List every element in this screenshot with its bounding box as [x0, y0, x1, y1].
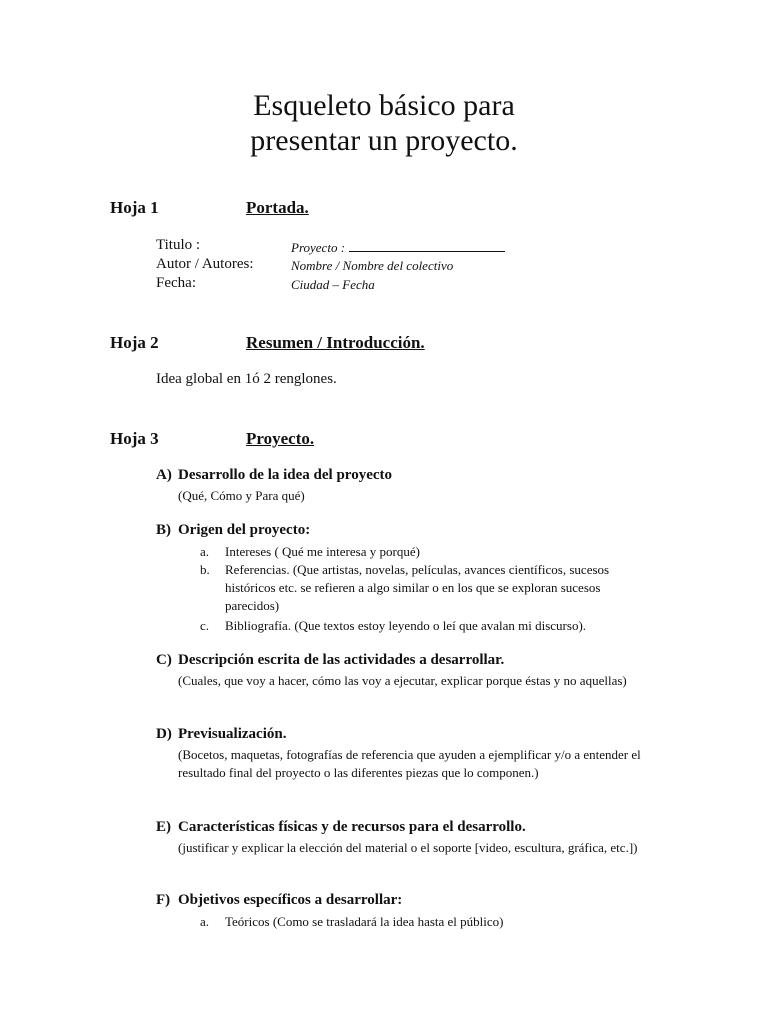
item-letter: E): [156, 819, 171, 835]
item-heading: Previsualización.: [178, 726, 287, 742]
project-item-c: [156, 652, 504, 669]
subitem-letter: a.: [200, 914, 210, 929]
project-item-e: [156, 819, 526, 836]
field-label: Autor / Autores:: [156, 256, 254, 272]
item-note: (justificar y explicar la elección del material o el soporte [video, escultura, gráfica, etc.]): [178, 840, 638, 855]
sheet-1-heading: [110, 198, 309, 218]
sheet-3-heading: [110, 429, 314, 449]
item-heading: Desarrollo de la idea del proyecto: [178, 467, 392, 483]
cover-field-title: [0, 237, 768, 257]
item-letter: D): [156, 726, 172, 742]
sheet-number: Hoja 2: [110, 333, 159, 352]
item-letter: A): [156, 467, 172, 483]
subitem-text: Referencias. (Que artistas, novelas, películas, avances científicos, sucesos históricos etc. se refieren a algo similar o en los que se exploran sucesos parecidos): [225, 562, 610, 613]
item-heading: Objetivos específicos a desarrollar:: [178, 892, 403, 908]
item-letter: F): [156, 892, 171, 908]
sheet-number: Hoja 3: [110, 429, 159, 448]
sheet-name: Resumen / Introducción.: [246, 333, 425, 352]
subitem-text: Intereses ( Qué me interesa y porqué): [225, 544, 420, 559]
field-value: Nombre / Nombre del colectivo: [291, 258, 454, 273]
summary-text: Idea global en 1ó 2 renglones.: [156, 371, 337, 387]
item-heading: Descripción escrita de las actividades a desarrollar.: [178, 652, 505, 668]
subitem-letter: b.: [200, 562, 210, 577]
field-value: [291, 239, 505, 256]
item-heading: Origen del proyecto:: [178, 522, 311, 538]
sheet-name: Portada.: [246, 198, 309, 217]
field-value: Ciudad – Fecha: [291, 277, 375, 292]
subitem-text: Bibliografía. (Que textos estoy leyendo o leí que avalan mi discurso).: [225, 618, 587, 633]
cover-field-author: [0, 256, 768, 276]
project-item-b: [156, 522, 310, 539]
subitem-letter: a.: [200, 544, 210, 559]
title-line-1: Esqueleto básico para: [253, 89, 515, 122]
document-title: [0, 88, 768, 158]
field-value-text: Proyecto :: [291, 240, 346, 255]
sheet-2-heading: [110, 333, 425, 353]
field-label: Fecha:: [156, 275, 196, 291]
subitem-text: Teóricos (Como se trasladará la idea hasta el público): [225, 914, 504, 929]
item-letter: C): [156, 652, 172, 668]
item-note: (Cuales, que voy a hacer, cómo las voy a ejecutar, explicar porque éstas y no aquellas): [178, 673, 627, 688]
project-item-d: [156, 726, 286, 743]
item-letter: B): [156, 522, 171, 538]
title-line-2: presentar un proyecto.: [250, 124, 518, 157]
item-heading: Características físicas y de recursos para el desarrollo.: [178, 819, 526, 835]
item-note: (Bocetos, maquetas, fotografías de referencia que ayuden a ejemplificar y/o a entender el resultado final del proyecto o las diferentes piezas que lo componen.): [178, 747, 641, 780]
project-item-f: [156, 892, 402, 909]
project-item-a: [156, 467, 392, 484]
sheet-number: Hoja 1: [110, 198, 159, 217]
field-label: Titulo :: [156, 237, 201, 253]
sheet-name: Proyecto.: [246, 429, 315, 448]
blank-line: [349, 239, 505, 252]
item-note: (Qué, Cómo y Para qué): [178, 488, 305, 503]
subitem-letter: c.: [200, 618, 210, 633]
cover-field-date: [0, 275, 768, 295]
